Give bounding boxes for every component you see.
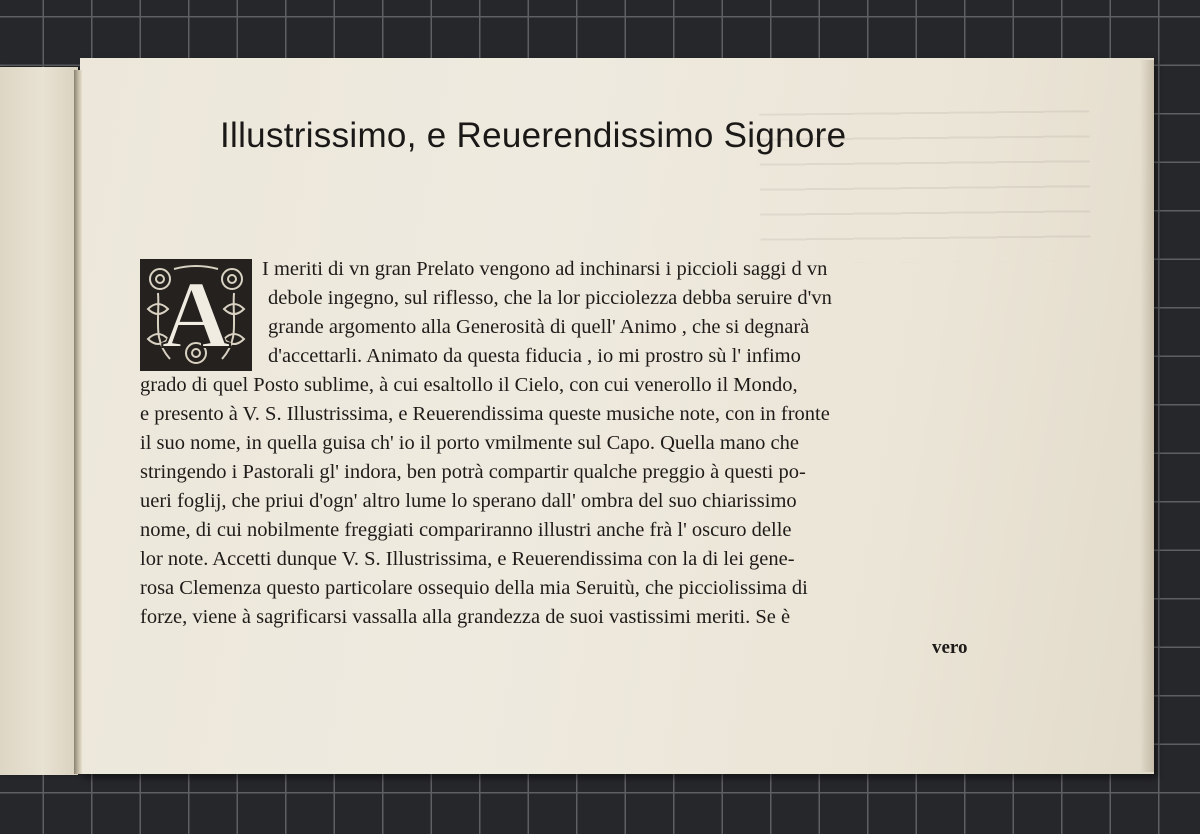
text-line: d'accettarli. Animato da questa fiducia , io mi prostro sù l' infimo <box>268 345 801 367</box>
left-page-leaf <box>0 67 78 775</box>
decorated-initial <box>140 259 252 371</box>
text-line: rosa Clemenza questo particolare ossequio della mia Seruitù, che picciolissima di <box>140 577 808 599</box>
text-line: forze, viene à sagrificarsi vassalla alla grandezza de suoi vastissimi meriti. Se è <box>140 606 791 628</box>
initial-letter: A <box>161 261 231 368</box>
page-title: Illustrissimo, e Reuerendissimo Signore <box>220 116 847 155</box>
text-line: stringendo i Pastorali gl' indora, ben potrà compartir qualche preggio à questi po- <box>140 461 806 483</box>
text-line: debole ingegno, sul riflesso, che la lor picciolezza debba seruire d'vn <box>268 287 832 309</box>
text-line: e presento à V. S. Illustrissima, e Reuerendissima queste musiche note, con in fronte <box>140 403 830 425</box>
text-line: nome, di cui nobilmente freggiati compariranno illustri anche frà l' oscuro delle <box>140 519 792 541</box>
text-line: grande argomento alla Generosità di quell' Animo , che si degnarà <box>268 316 810 338</box>
catchword: vero <box>932 637 968 658</box>
text-line: lor note. Accetti dunque V. S. Illustrissima, e Reuerendissima con la di lei gene- <box>140 548 795 570</box>
text-line: ueri foglij, che priui d'ogn' altro lume lo sperano dall' ombra del suo chiarissimo <box>140 490 797 512</box>
text-line: il suo nome, in quella guisa ch' io il porto vmilmente sul Capo. Quella mano che <box>140 432 800 454</box>
text-line: I meriti di vn gran Prelato vengono ad inchinarsi i piccioli saggi d vn <box>262 258 828 280</box>
text-line: grado di quel Posto sublime, à cui esaltollo il Cielo, con cui venerollo il Mondo, <box>140 374 798 396</box>
book-gutter <box>74 70 82 774</box>
page-edge-shadow <box>1140 60 1154 772</box>
